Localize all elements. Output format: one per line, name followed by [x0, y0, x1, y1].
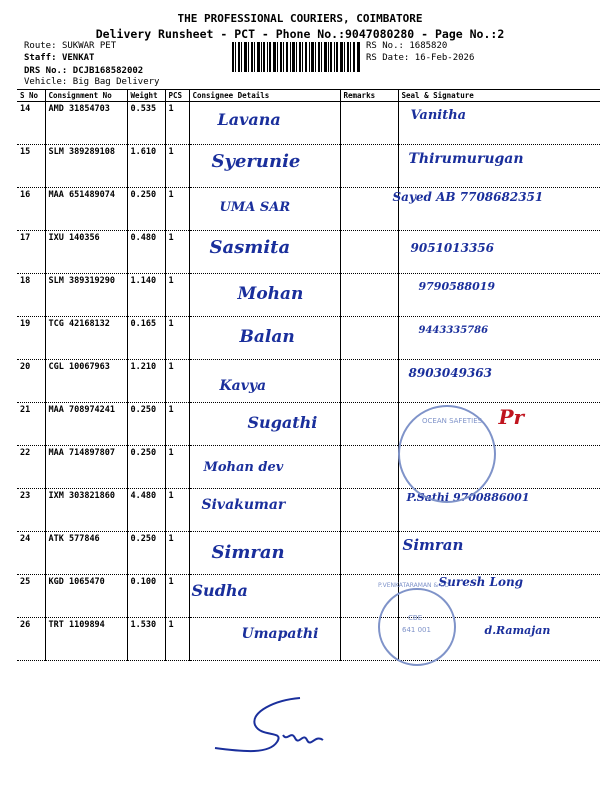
cell-pcs: 1: [165, 446, 189, 489]
cell-seal-signature: [398, 532, 600, 575]
cell-pcs: 1: [165, 145, 189, 188]
cell-sno: 24: [17, 532, 45, 575]
col-weight: Weight: [127, 90, 165, 102]
cell-consignee: [189, 102, 340, 145]
stamp-top-text: OCEAN SAFETIES: [422, 417, 483, 425]
cell-pcs: 1: [165, 532, 189, 575]
receiver-signature: P.Sathi 9700886001: [406, 491, 530, 504]
cell-weight: 1.530: [127, 618, 165, 661]
cell-consignee: [189, 317, 340, 360]
cell-consignment: ATK 577846: [45, 532, 127, 575]
consignee-signature: Mohan: [237, 284, 304, 304]
cell-remarks: [340, 145, 398, 188]
cell-weight: 1.610: [127, 145, 165, 188]
company-name: THE PROFESSIONAL COURIERS, COIMBATORE: [177, 12, 423, 25]
consignee-signature: Mohan dev: [203, 460, 284, 475]
cell-seal-signature: [398, 102, 600, 145]
receiver-signature: 8903049363: [408, 366, 492, 380]
cell-sno: 22: [17, 446, 45, 489]
cell-remarks: [340, 532, 398, 575]
stamp2-pin: 641 001: [402, 626, 431, 634]
staff-label: Staff:: [24, 53, 57, 63]
rs-no-value: 1685820: [409, 41, 448, 51]
cell-consignment: KGD 1065470: [45, 575, 127, 618]
consignee-signature: UMA SAR: [219, 200, 291, 215]
cell-sno: 18: [17, 274, 45, 317]
cell-consignee: [189, 403, 340, 446]
table-row: [17, 231, 600, 274]
cell-weight: 0.535: [127, 102, 165, 145]
cell-consignee: [189, 618, 340, 661]
consignee-signature: Syerunie: [211, 151, 301, 172]
consignee-signature: Sugathi: [247, 413, 318, 432]
receiver-signature: Simran: [402, 536, 464, 554]
barcode-image: [232, 42, 360, 72]
receiver-signature: d.Ramajan: [484, 624, 551, 637]
cell-consignee: [189, 532, 340, 575]
cell-sno: 19: [17, 317, 45, 360]
table-row: [17, 575, 600, 618]
cell-consignment: SLM 389319290: [45, 274, 127, 317]
receiver-signature: Thirumurugan: [408, 151, 524, 167]
cell-consignee: [189, 489, 340, 532]
col-sno: S No: [17, 90, 45, 102]
rs-no-line: [366, 41, 447, 51]
runsheet-table: [17, 89, 600, 661]
cell-remarks: [340, 188, 398, 231]
cell-pcs: 1: [165, 188, 189, 231]
cell-pcs: 1: [165, 102, 189, 145]
cell-weight: 0.250: [127, 446, 165, 489]
table-row: [17, 446, 600, 489]
cell-remarks: [340, 360, 398, 403]
cell-pcs: 1: [165, 489, 189, 532]
cell-weight: 0.250: [127, 188, 165, 231]
drs-label: DRS No.:: [24, 66, 68, 76]
cell-sno: 16: [17, 188, 45, 231]
route-value: SUKWAR PET: [61, 41, 117, 51]
col-consignment: Consignment No: [45, 90, 127, 102]
cell-remarks: [340, 317, 398, 360]
rs-date-label: RS Date:: [366, 53, 410, 63]
col-consignee: Consignee Details: [189, 90, 340, 102]
cell-seal-signature: [398, 231, 600, 274]
staff-signature-image: [205, 690, 355, 760]
cell-consignment: IXU 140356: [45, 231, 127, 274]
receiver-signature: Suresh Long: [438, 575, 524, 589]
receiver-signature: 9051013356: [410, 241, 494, 255]
col-remarks: Remarks: [340, 90, 398, 102]
route-label: Route:: [24, 41, 57, 51]
consignee-signature: Balan: [239, 327, 295, 347]
receiver-signature: Pr: [498, 405, 525, 429]
table-header-row: [17, 90, 600, 102]
consignee-signature: Lavana: [217, 110, 281, 129]
table-row: [17, 188, 600, 231]
cell-consignment: SLM 389289108: [45, 145, 127, 188]
table-row: [17, 489, 600, 532]
cell-consignee: [189, 575, 340, 618]
cell-sno: 17: [17, 231, 45, 274]
cell-weight: 0.250: [127, 403, 165, 446]
cell-remarks: [340, 489, 398, 532]
col-pcs: PCS: [165, 90, 189, 102]
consignee-signature: Umapathi: [241, 626, 319, 642]
address-seal-stamp: [378, 582, 456, 666]
cell-consignment: CGL 10067963: [45, 360, 127, 403]
consignee-signature: Sivakumar: [201, 497, 286, 513]
cell-sno: 20: [17, 360, 45, 403]
cell-remarks: [340, 446, 398, 489]
cell-seal-signature: [398, 360, 600, 403]
cell-remarks: [340, 102, 398, 145]
receiver-signature: 9790588019: [418, 280, 496, 293]
consignee-signature: Simran: [211, 542, 285, 563]
staff-value: VENKAT: [61, 53, 95, 63]
cell-consignment: MAA 714897807: [45, 446, 127, 489]
table-row: [17, 145, 600, 188]
stamp2-name: P.VENKATARAMAN & CO: [378, 582, 449, 589]
cell-weight: 0.100: [127, 575, 165, 618]
receiver-signature: 9443335786: [418, 325, 489, 336]
vehicle-value: Big Bag Delivery: [72, 77, 160, 87]
cell-weight: 1.210: [127, 360, 165, 403]
cell-pcs: 1: [165, 403, 189, 446]
rs-no-label: RS No.:: [366, 41, 404, 51]
cell-consignment: TCG 42168132: [45, 317, 127, 360]
cell-pcs: 1: [165, 618, 189, 661]
consignee-signature: Sasmita: [209, 237, 291, 258]
cell-pcs: 1: [165, 317, 189, 360]
cell-consignee: [189, 231, 340, 274]
cell-consignee: [189, 274, 340, 317]
cell-pcs: 1: [165, 575, 189, 618]
company-seal-stamp: [398, 405, 496, 503]
cell-consignment: AMD 31854703: [45, 102, 127, 145]
cell-consignment: MAA 651489074: [45, 188, 127, 231]
consignee-signature: Kavya: [219, 378, 267, 394]
cell-weight: 0.480: [127, 231, 165, 274]
cell-weight: 0.250: [127, 532, 165, 575]
cell-consignee: [189, 145, 340, 188]
cell-pcs: 1: [165, 274, 189, 317]
table-row: [17, 274, 600, 317]
cell-consignee: [189, 188, 340, 231]
table-row: [17, 403, 600, 446]
table-row: [17, 317, 600, 360]
vehicle-line: [24, 77, 159, 87]
receiver-signature: Sayed AB 7708682351: [392, 190, 544, 204]
cell-sno: 25: [17, 575, 45, 618]
route-line: [24, 41, 116, 51]
drs-line: [24, 66, 143, 76]
cell-consignee: [189, 446, 340, 489]
cell-seal-signature: [398, 145, 600, 188]
cell-weight: 1.140: [127, 274, 165, 317]
rs-date-line: [366, 53, 474, 63]
cell-seal-signature: [398, 274, 600, 317]
cell-pcs: 1: [165, 231, 189, 274]
table-row: [17, 102, 600, 145]
cell-seal-signature: [392, 188, 600, 231]
drs-value: DCJB168582002: [72, 66, 144, 76]
cell-sno: 21: [17, 403, 45, 446]
cell-pcs: 1: [165, 360, 189, 403]
runsheet-title: Delivery Runsheet - PCT - Phone No.:9047080280 - Page No.:2: [95, 27, 505, 41]
cell-remarks: [340, 231, 398, 274]
cell-sno: 26: [17, 618, 45, 661]
cell-consignee: [189, 360, 340, 403]
table-row: [17, 532, 600, 575]
stamp2-city: CBE: [408, 614, 423, 622]
table-row: [17, 618, 600, 661]
cell-sno: 15: [17, 145, 45, 188]
cell-weight: 0.165: [127, 317, 165, 360]
cell-consignment: TRT 1109894: [45, 618, 127, 661]
consignee-signature: Sudha: [191, 581, 248, 600]
rs-date-value: 16-Feb-2026: [414, 53, 475, 63]
col-seal-signature: Seal & Signature: [398, 90, 600, 102]
cell-sno: 23: [17, 489, 45, 532]
cell-consignment: IXM 303821860: [45, 489, 127, 532]
cell-consignment: MAA 708974241: [45, 403, 127, 446]
cell-seal-signature: [398, 317, 600, 360]
staff-line: [24, 53, 94, 63]
cell-remarks: [340, 274, 398, 317]
table-row: [17, 360, 600, 403]
cell-weight: 4.480: [127, 489, 165, 532]
cell-sno: 14: [17, 102, 45, 145]
receiver-signature: Vanitha: [410, 108, 467, 123]
cell-remarks: [340, 403, 398, 446]
vehicle-label: Vehicle:: [24, 77, 68, 87]
